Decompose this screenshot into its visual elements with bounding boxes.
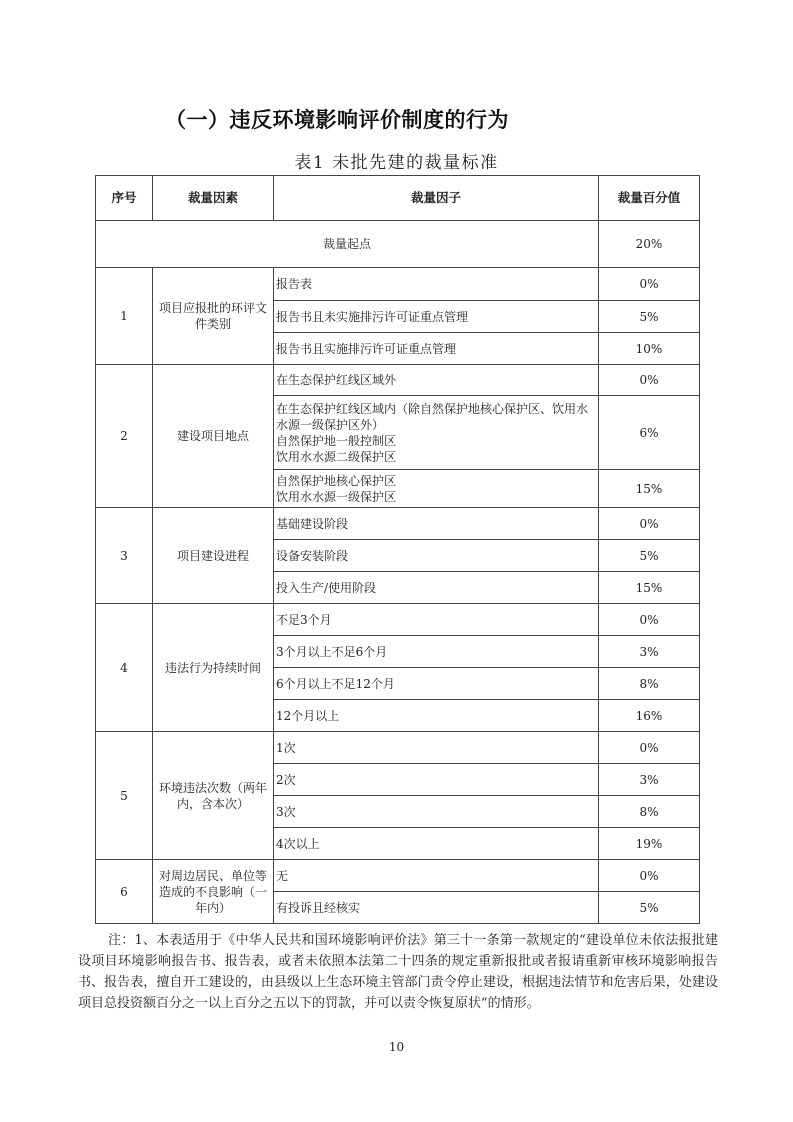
percent-cell: 5% bbox=[599, 892, 700, 924]
percent-cell: 16% bbox=[599, 700, 700, 732]
percent-cell: 8% bbox=[599, 796, 700, 828]
section-heading: （一）违反环境影响评价制度的行为 bbox=[165, 108, 509, 132]
start-value: 20% bbox=[599, 221, 700, 268]
header-percent: 裁量百分值 bbox=[599, 176, 700, 221]
table-row bbox=[96, 732, 700, 764]
criteria-cell: 1次 bbox=[274, 732, 599, 764]
percent-cell: 6% bbox=[599, 396, 700, 470]
header-criteria: 裁量因子 bbox=[274, 176, 599, 221]
criteria-cell: 4次以上 bbox=[274, 828, 599, 860]
criteria-cell: 设备安装阶段 bbox=[274, 540, 599, 572]
page-number: 10 bbox=[388, 1040, 405, 1054]
criteria-cell: 投入生产/使用阶段 bbox=[274, 572, 599, 604]
factor-cell: 违法行为持续时间 bbox=[153, 604, 274, 732]
percent-cell: 5% bbox=[599, 301, 700, 333]
criteria-cell: 无 bbox=[274, 860, 599, 892]
criteria-cell: 2次 bbox=[274, 764, 599, 796]
percent-cell: 0% bbox=[599, 604, 700, 636]
percent-cell: 3% bbox=[599, 636, 700, 668]
table-row bbox=[96, 365, 700, 396]
header-factor: 裁量因素 bbox=[153, 176, 274, 221]
criteria-cell: 3次 bbox=[274, 796, 599, 828]
row-number: 6 bbox=[96, 860, 153, 924]
criteria-cell: 不足3个月 bbox=[274, 604, 599, 636]
table-header-row bbox=[96, 176, 700, 221]
percent-cell: 0% bbox=[599, 508, 700, 540]
criteria-cell: 12个月以上 bbox=[274, 700, 599, 732]
factor-cell: 对周边居民、单位等造成的不良影响（一年内） bbox=[153, 860, 274, 924]
table-caption: 表1 未批先建的裁量标准 bbox=[294, 153, 499, 173]
table-row bbox=[96, 508, 700, 540]
percent-cell: 0% bbox=[599, 860, 700, 892]
percent-cell: 0% bbox=[599, 268, 700, 301]
percent-cell: 0% bbox=[599, 732, 700, 764]
percent-cell: 5% bbox=[599, 540, 700, 572]
factor-cell: 环境违法次数（两年内，含本次） bbox=[153, 732, 274, 860]
start-row bbox=[96, 221, 700, 268]
factor-cell: 建设项目地点 bbox=[153, 365, 274, 508]
row-number: 3 bbox=[96, 508, 153, 604]
criteria-cell: 有投诉且经核实 bbox=[274, 892, 599, 924]
percent-cell: 19% bbox=[599, 828, 700, 860]
row-number: 4 bbox=[96, 604, 153, 732]
discretion-standard-table bbox=[95, 175, 700, 924]
criteria-cell: 报告书且未实施排污许可证重点管理 bbox=[274, 301, 599, 333]
percent-cell: 15% bbox=[599, 470, 700, 508]
factor-cell: 项目建设进程 bbox=[153, 508, 274, 604]
table-row bbox=[96, 268, 700, 301]
table-note: 注：1、本表适用于《中华人民共和国环境影响评价法》第三十一条第一款规定的“建设单位未依法报批建设项目环境影响报告书、报告表，或者未依照本法第二十四条的规定重新报批或者报请重新审核环境影响报告书、报告表，擅自开工建设的，由县级以上生态环境主管部门责令停止建设，根据违法情节和危害后果，处建设项目总投资额百分之一以上百分之五以下的罚款，并可以责令恢复原状”的情形。 bbox=[78, 933, 718, 1011]
criteria-cell: 报告书且实施排污许可证重点管理 bbox=[274, 333, 599, 365]
table-row bbox=[96, 860, 700, 892]
factor-cell: 项目应报批的环评文件类别 bbox=[153, 268, 274, 365]
criteria-cell: 3个月以上不足6个月 bbox=[274, 636, 599, 668]
criteria-cell: 自然保护地核心保护区 饮用水水源一级保护区 bbox=[274, 470, 599, 508]
row-number: 5 bbox=[96, 732, 153, 860]
criteria-cell: 在生态保护红线区域内（除自然保护地核心保护区、饮用水水源一级保护区外） 自然保护地一般控制区 饮用水水源二级保护区 bbox=[274, 396, 599, 470]
header-no: 序号 bbox=[96, 176, 153, 221]
criteria-cell: 基础建设阶段 bbox=[274, 508, 599, 540]
start-label: 裁量起点 bbox=[96, 221, 599, 268]
row-number: 1 bbox=[96, 268, 153, 365]
table-row bbox=[96, 604, 700, 636]
percent-cell: 15% bbox=[599, 572, 700, 604]
percent-cell: 8% bbox=[599, 668, 700, 700]
percent-cell: 0% bbox=[599, 365, 700, 396]
criteria-cell: 6个月以上不足12个月 bbox=[274, 668, 599, 700]
criteria-cell: 报告表 bbox=[274, 268, 599, 301]
percent-cell: 10% bbox=[599, 333, 700, 365]
percent-cell: 3% bbox=[599, 764, 700, 796]
criteria-cell: 在生态保护红线区域外 bbox=[274, 365, 599, 396]
row-number: 2 bbox=[96, 365, 153, 508]
